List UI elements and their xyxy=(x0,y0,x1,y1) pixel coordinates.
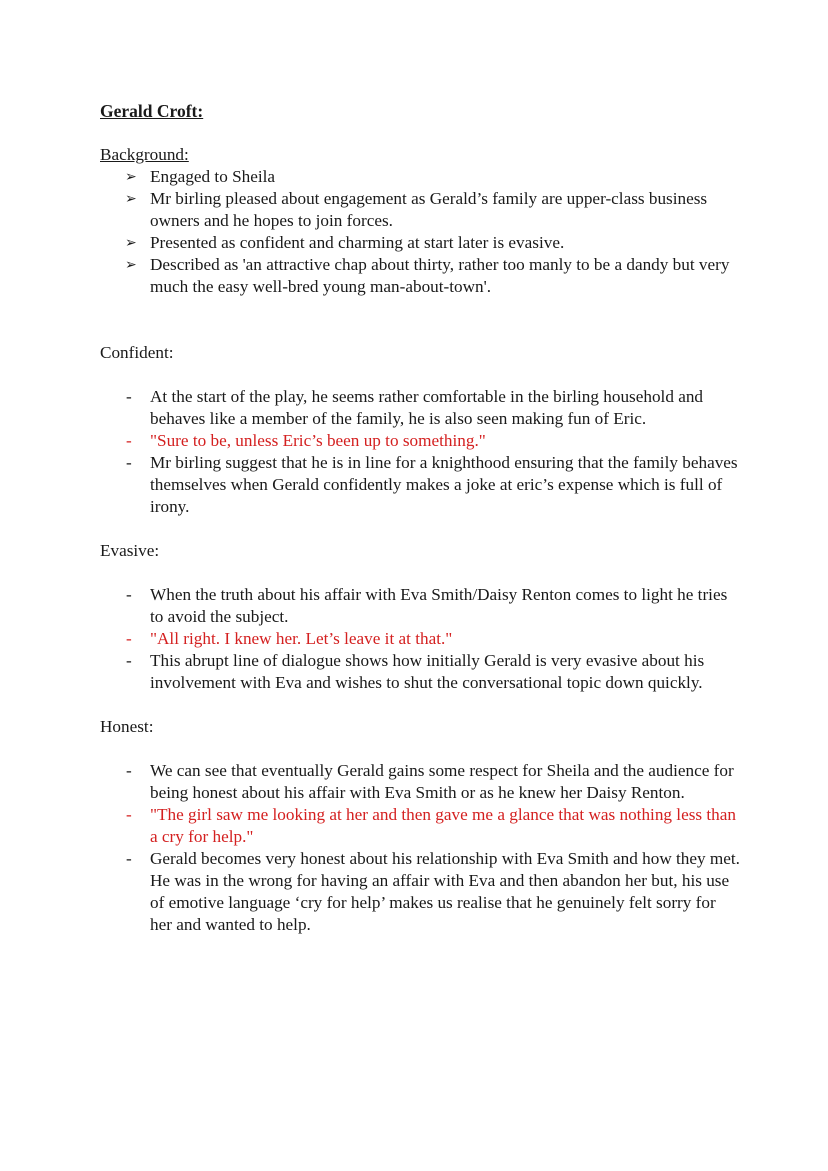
list-item: - Mr birling suggest that he is in line for a knighthood ensuring that the family behaves themselves when Gerald confidently makes a joke at eric’s expense which is full of irony. xyxy=(100,452,740,518)
confident-section xyxy=(100,342,740,518)
list-item: - This abrupt line of dialogue shows how initially Gerald is very evasive about his involvement with Eva and wishes to shut the conversational topic down quickly. xyxy=(100,650,740,694)
document-title: Gerald Croft: xyxy=(100,101,204,121)
list-item: ➢ Mr birling pleased about engagement as Gerald’s family are upper-class business owners and he hopes to join forces. xyxy=(100,188,740,232)
confident-list xyxy=(100,386,740,518)
quote-item: - "The girl saw me looking at her and then gave me a glance that was nothing less than a cry for help." xyxy=(100,804,740,848)
honest-heading: Honest: xyxy=(100,717,154,736)
list-item: - When the truth about his affair with Eva Smith/Daisy Renton comes to light he tries to avoid the subject. xyxy=(100,584,740,628)
list-item: - At the start of the play, he seems rather comfortable in the birling household and behaves like a member of the family, he is also seen making fun of Eric. xyxy=(100,386,740,430)
evasive-section xyxy=(100,540,740,694)
quote-item: - "All right. I knew her. Let’s leave it at that." xyxy=(100,628,740,650)
evasive-heading: Evasive: xyxy=(100,541,160,560)
honest-list xyxy=(100,760,740,936)
confident-heading: Confident: xyxy=(100,343,174,362)
list-item: ➢ Described as 'an attractive chap about thirty, rather too manly to be a dandy but very much the easy well-bred young man-about-town'. xyxy=(100,254,740,298)
evasive-list xyxy=(100,584,740,694)
background-section xyxy=(100,144,740,298)
background-heading: Background: xyxy=(100,145,189,164)
honest-section xyxy=(100,716,740,936)
document-page xyxy=(100,100,740,936)
list-item: ➢ Engaged to Sheila xyxy=(100,166,740,188)
quote-item: - "Sure to be, unless Eric’s been up to something." xyxy=(100,430,740,452)
background-list xyxy=(100,166,740,298)
list-item: - We can see that eventually Gerald gains some respect for Sheila and the audience for being honest about his affair with Eva Smith or as he knew her Daisy Renton. xyxy=(100,760,740,804)
list-item: - Gerald becomes very honest about his relationship with Eva Smith and how they met. He was in the wrong for having an affair with Eva and then abandon her but, his use of emotive language ‘cry for help’ makes us realise that he genuinely felt sorry for her and wanted to help. xyxy=(100,848,740,936)
list-item: ➢ Presented as confident and charming at start later is evasive. xyxy=(100,232,740,254)
